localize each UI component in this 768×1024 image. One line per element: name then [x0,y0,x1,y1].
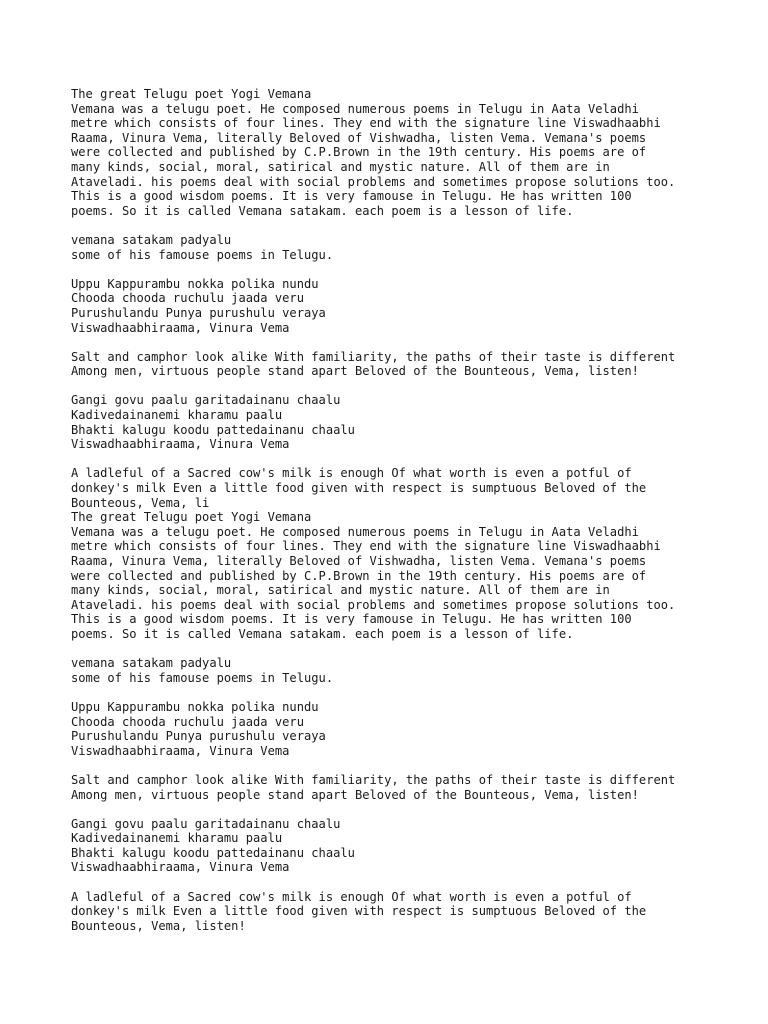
blank-line [71,452,751,467]
text-line: Raama, Vinura Vema, literally Beloved of Vishwadha, listen Vema. Vemana's poems [71,130,647,145]
blank-line [71,802,751,817]
text-line: Kadivedainanemi kharamu paalu [71,831,283,846]
text-line: Vemana was a telugu poet. He composed numerous poems in Telugu in Aata Veladhi [71,101,639,116]
blank-line [71,685,751,700]
text-line: Gangi govu paalu garitadainanu chaalu [71,816,341,831]
text-line: Viswadhaabhiraama, Vinura Vema [71,437,290,452]
text-line: Viswadhaabhiraama, Vinura Vema [71,860,290,875]
text-line: Among men, virtuous people stand apart Beloved of the Bounteous, Vema, listen! [71,364,639,379]
blank-line [71,379,751,394]
blank-line [71,758,751,773]
text-line: many kinds, social, moral, satirical and mystic nature. All of them are in [71,159,610,174]
text-line: Ataveladi. his poems deal with social problems and sometimes propose solutions too. [71,597,676,612]
text-line: A ladleful of a Sacred cow's milk is enough Of what worth is even a potful of [71,889,632,904]
text-line: metre which consists of four lines. They end with the signature line Viswadhaabhi [71,539,661,554]
text-line: Uppu Kappurambu nokka polika nundu [71,699,319,714]
text-line: poems. So it is called Vemana satakam. each poem is a lesson of life. [71,203,574,218]
text-line: vemana satakam padyalu [71,232,232,247]
text-line: metre which consists of four lines. They end with the signature line Viswadhaabhi [71,116,661,131]
text-line: poems. So it is called Vemana satakam. each poem is a lesson of life. [71,626,574,641]
text-line: donkey's milk Even a little food given with respect is sumptuous Beloved of the [71,481,647,496]
text-line: were collected and published by C.P.Brown in the 19th century. His poems are of [71,568,647,583]
text-line: Viswadhaabhiraama, Vinura Vema [71,320,290,335]
text-line: many kinds, social, moral, satirical and mystic nature. All of them are in [71,583,610,598]
text-line: Bhakti kalugu koodu pattedainanu chaalu [71,845,355,860]
text-line: Raama, Vinura Vema, literally Beloved of Vishwadha, listen Vema. Vemana's poems [71,554,647,568]
text-line: were collected and published by C.P.Brown in the 19th century. His poems are of [71,145,647,160]
blank-line [71,335,751,350]
text-line: Kadivedainanemi kharamu paalu [71,408,283,423]
text-line: Gangi govu paalu garitadainanu chaalu [71,393,341,408]
text-line: This is a good wisdom poems. It is very famouse in Telugu. He has written 100 [71,612,632,627]
text-line: vemana satakam padyalu [71,656,232,671]
text-line: This is a good wisdom poems. It is very famouse in Telugu. He has written 100 [71,189,632,204]
text-line: some of his famouse poems in Telugu. [71,247,334,262]
text-line: Chooda chooda ruchulu jaada veru [71,714,304,729]
blank-line [71,262,751,277]
text-line: Salt and camphor look alike With familiarity, the paths of their taste is different [71,349,676,364]
text-line: Uppu Kappurambu nokka polika nundu [71,276,319,291]
text-line: A ladleful of a Sacred cow's milk is enough Of what worth is even a potful of [71,466,632,481]
text-line: some of his famouse poems in Telugu. [71,670,334,685]
text-line: Salt and camphor look alike With familiarity, the paths of their taste is different [71,772,676,787]
document-text [71,87,751,933]
text-line: donkey's milk Even a little food given with respect is sumptuous Beloved of the [71,904,647,919]
text-line: Among men, virtuous people stand apart Beloved of the Bounteous, Vema, listen! [71,787,639,802]
text-line: Purushulandu Punya purushulu veraya [71,305,326,320]
blank-line [71,875,751,890]
text-line: Bounteous, Vema, listen! [71,918,246,933]
text-line: Bounteous, Vema, li [71,495,210,510]
text-line: Vemana was a telugu poet. He composed numerous poems in Telugu in Aata Veladhi [71,524,639,539]
text-line: The great Telugu poet Yogi Vemana [71,510,312,525]
blank-line [71,218,751,233]
text-line: The great Telugu poet Yogi Vemana [71,87,312,101]
text-line: Purushulandu Punya purushulu veraya [71,729,326,744]
text-line: Ataveladi. his poems deal with social problems and sometimes propose solutions too. [71,174,676,189]
text-line: Chooda chooda ruchulu jaada veru [71,291,304,306]
text-line: Viswadhaabhiraama, Vinura Vema [71,743,290,758]
blank-line [71,642,751,657]
text-line: Bhakti kalugu koodu pattedainanu chaalu [71,422,355,437]
